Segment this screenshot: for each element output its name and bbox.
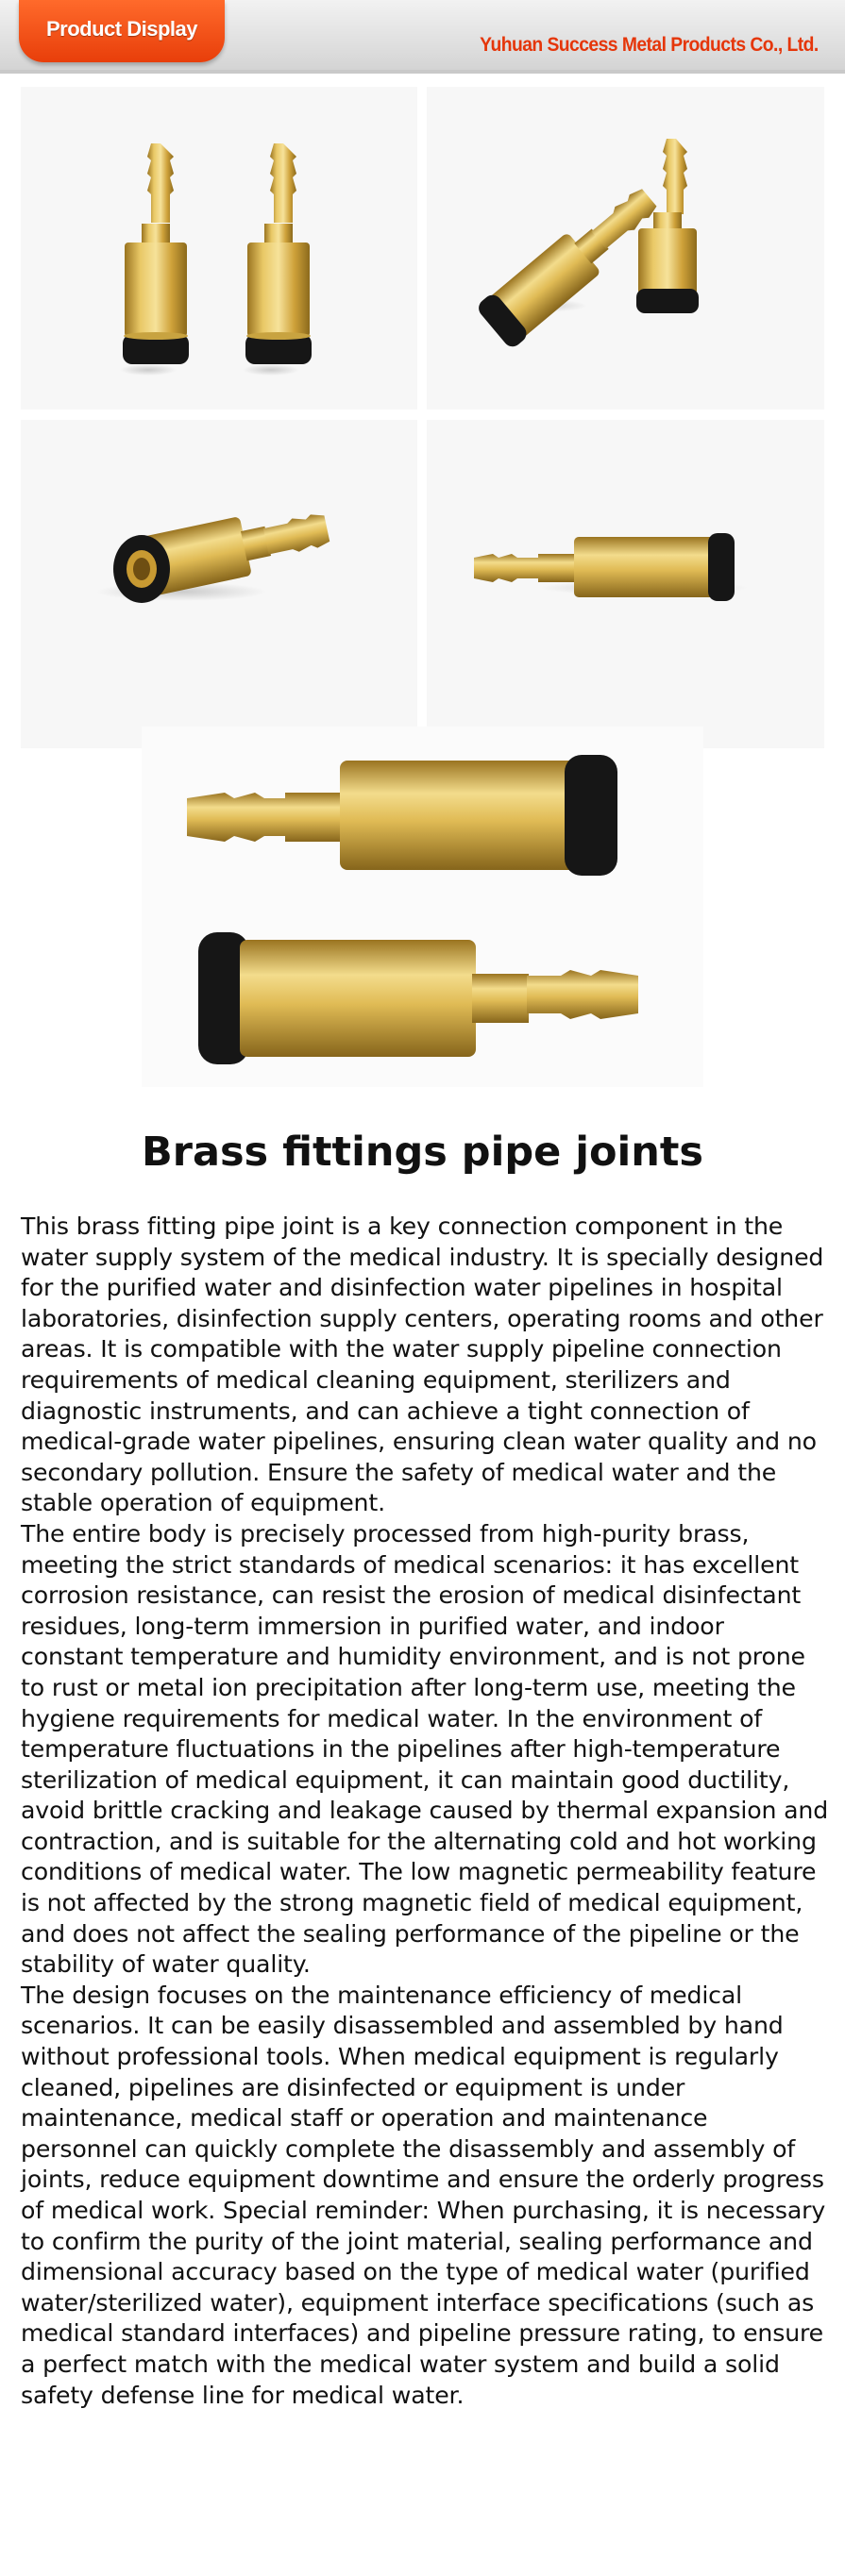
fittings-tilted-drawing (427, 87, 824, 410)
article-paragraph: The design focuses on the maintenance efficiency of medical scenarios. It can be easily disassembled and assembled by hand without professional tools. When medical equipment is regularly cleaned, pipelines are disinfected or equipment is under maintenance, medical staff or operation and maintenance personnel can quickly complete the disassembly and assembly of joints, reduce equipment downtime and ensure the orderly progress of medical work. Special reminder: When purchasing, it is necessary to confirm the purity of the joint material, sealing performance and dimensional accuracy based on the type of medical water (purified water/sterilized water), equipment interface specifications (such as medical standard interfaces) and pipeline pressure rating, to ensure a perfect match with the medical water system and build a solid safety defense line for medical water. (21, 1981, 826, 2409)
product-display-tab (19, 0, 225, 62)
article-title: Brass fittings pipe joints (141, 1129, 704, 1176)
product-photo-fitting-front-angle (21, 420, 417, 748)
fittings-upright-drawing (21, 87, 417, 410)
banner-rule (0, 70, 845, 74)
article-paragraph: The entire body is precisely processed from high-purity brass, meeting the strict standards of medical scenarios: it has excellent corrosion resistance, can resist the erosion of medical disinfectant residues, long-term immersion in purified water, and indoor constant temperature and humidity environment, and is not prone to rust or metal ion precipitation after long-term use, meeting the hygiene requirements for medical water. In the environment of temperature fluctuations in the pipelines after high-temperature sterilization of medical equipment, it can maintain good ductility, avoid brittle cracking and leakage caused by thermal expansion and contraction, and is suitable for the alternating cold and hot working conditions of medical water. The low magnetic permeability feature is not affected by the strong magnetic field of medical equipment, and does not affect the sealing performance of the pipeline or the stability of water quality. (21, 1519, 829, 1979)
fittings-close-up-drawing (142, 727, 703, 1087)
article-paragraph: This brass fitting pipe joint is a key connection component in the water supply system of the medical industry. It is specially designed for the purified water and disinfection water pipelines in hospital laboratories, disinfection supply centers, operating rooms and other areas. It is compatible with the water supply pipeline connection requirements of medical cleaning equipment, sterilizers and diagnostic instruments, and can achieve a tight connection of medical-grade water pipelines, ensuring clean water quality and no secondary pollution. Ensure the safety of medical water and the stable operation of equipment. (21, 1213, 824, 1517)
article-body (21, 1212, 831, 2411)
product-photo-two-fittings-tilted (427, 87, 824, 410)
company-name: Yuhuan Success Metal Products Co., Ltd. (480, 34, 819, 56)
product-display-label: Product Display (46, 17, 197, 41)
product-photo-fitting-side-view (427, 420, 824, 748)
product-photo-two-fittings-upright (21, 87, 417, 410)
fitting-front-angle-drawing (21, 420, 417, 748)
product-photo-fittings-close-up (142, 727, 703, 1087)
header-banner (0, 0, 845, 74)
fitting-side-view-drawing (427, 420, 824, 748)
